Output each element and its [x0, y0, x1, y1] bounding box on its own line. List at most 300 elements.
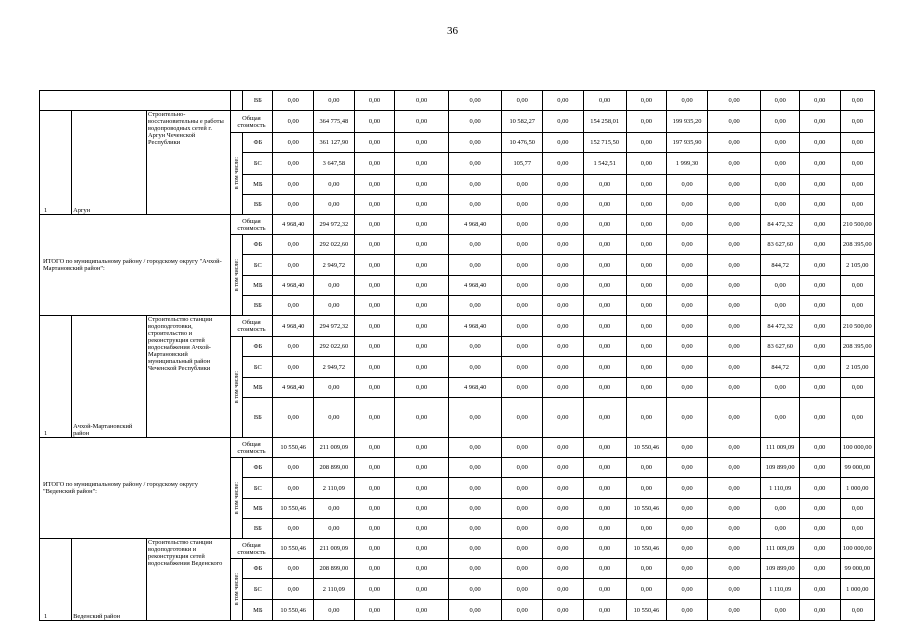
- value-cell: 0,00: [448, 255, 502, 276]
- value-cell: 0,00: [354, 539, 395, 559]
- value-cell: 0,00: [395, 357, 449, 378]
- value-cell: 361 127,90: [314, 133, 355, 153]
- value-cell: 0,00: [502, 600, 543, 621]
- value-cell: 0,00: [667, 337, 708, 357]
- value-cell: 4 968,40: [273, 215, 314, 235]
- budget-table: [39, 90, 875, 621]
- value-cell: 0,00: [667, 559, 708, 579]
- value-cell: 0,00: [395, 539, 449, 559]
- value-cell: 0,00: [273, 296, 314, 316]
- source-label: БС: [243, 153, 273, 175]
- value-cell: 0,00: [626, 133, 667, 153]
- value-cell: 0,00: [273, 175, 314, 195]
- value-cell: 0,00: [583, 255, 626, 276]
- value-cell: 0,00: [273, 579, 314, 600]
- value-cell: 0,00: [395, 458, 449, 478]
- value-cell: 0,00: [395, 133, 449, 153]
- value-cell: 0,00: [502, 579, 543, 600]
- value-cell: 0,00: [667, 438, 708, 458]
- value-cell: 3 647,58: [314, 153, 355, 175]
- including-text: в том числе:: [232, 258, 240, 292]
- value-cell: 0,00: [502, 215, 543, 235]
- value-cell: 100 000,00: [840, 438, 874, 458]
- table-row: [40, 539, 875, 559]
- value-cell: 0,00: [667, 255, 708, 276]
- value-cell: 0,00: [840, 398, 874, 438]
- value-cell: 0,00: [395, 499, 449, 519]
- value-cell: 0,00: [543, 519, 584, 539]
- value-cell: 0,00: [799, 499, 840, 519]
- value-cell: 0,00: [626, 153, 667, 175]
- value-cell: 0,00: [314, 378, 355, 398]
- value-cell: 0,00: [707, 378, 761, 398]
- value-cell: 0,00: [626, 235, 667, 255]
- value-cell: 0,00: [707, 255, 761, 276]
- value-cell: 0,00: [448, 600, 502, 621]
- value-cell: 0,00: [395, 91, 449, 111]
- value-cell: 2 105,00: [840, 255, 874, 276]
- value-cell: 0,00: [626, 458, 667, 478]
- value-cell: 0,00: [543, 235, 584, 255]
- value-cell: 4 968,40: [448, 316, 502, 337]
- value-cell: 0,00: [448, 235, 502, 255]
- value-cell: 0,00: [354, 215, 395, 235]
- value-cell: 0,00: [543, 316, 584, 337]
- value-cell: 0,00: [354, 91, 395, 111]
- value-cell: 0,00: [707, 195, 761, 215]
- value-cell: 10 550,46: [626, 600, 667, 621]
- source-label: МБ: [243, 499, 273, 519]
- value-cell: 0,00: [583, 337, 626, 357]
- value-cell: 0,00: [707, 579, 761, 600]
- value-cell: 0,00: [583, 357, 626, 378]
- value-cell: 0,00: [354, 499, 395, 519]
- including-text: в том числе:: [232, 370, 240, 404]
- value-cell: 0,00: [583, 600, 626, 621]
- value-cell: 0,00: [273, 357, 314, 378]
- value-cell: 1 110,09: [761, 579, 800, 600]
- value-cell: 0,00: [448, 398, 502, 438]
- value-cell: 99 000,00: [840, 458, 874, 478]
- value-cell: 0,00: [707, 559, 761, 579]
- value-cell: 0,00: [502, 276, 543, 296]
- value-cell: 0,00: [273, 133, 314, 153]
- including-label: [230, 458, 243, 539]
- value-cell: 0,00: [667, 296, 708, 316]
- value-cell: 0,00: [583, 276, 626, 296]
- value-cell: 0,00: [761, 153, 800, 175]
- value-cell: 0,00: [543, 337, 584, 357]
- value-cell: 292 022,60: [314, 235, 355, 255]
- value-cell: 0,00: [626, 378, 667, 398]
- value-cell: 0,00: [761, 91, 800, 111]
- value-cell: 294 972,32: [314, 316, 355, 337]
- source-label: МБ: [243, 276, 273, 296]
- value-cell: 0,00: [543, 91, 584, 111]
- row-number: 1: [40, 539, 72, 621]
- value-cell: 10 550,46: [626, 438, 667, 458]
- municipality-name: Ачхой-Мартановский район: [72, 316, 147, 438]
- value-cell: 0,00: [314, 519, 355, 539]
- value-cell: 0,00: [543, 175, 584, 195]
- value-cell: 0,00: [707, 133, 761, 153]
- value-cell: 0,00: [667, 91, 708, 111]
- value-cell: 0,00: [354, 519, 395, 539]
- value-cell: 0,00: [395, 337, 449, 357]
- value-cell: 0,00: [799, 337, 840, 357]
- value-cell: 0,00: [626, 316, 667, 337]
- value-cell: 0,00: [448, 559, 502, 579]
- value-cell: 0,00: [448, 357, 502, 378]
- value-cell: 0,00: [799, 600, 840, 621]
- value-cell: 4 968,40: [273, 276, 314, 296]
- value-cell: 0,00: [448, 337, 502, 357]
- value-cell: 0,00: [707, 316, 761, 337]
- value-cell: 0,00: [395, 235, 449, 255]
- including-text: в том числе:: [232, 481, 240, 515]
- value-cell: 0,00: [761, 111, 800, 133]
- total-cost-label: Общая стоимость: [230, 316, 273, 337]
- value-cell: 0,00: [395, 195, 449, 215]
- value-cell: 0,00: [354, 559, 395, 579]
- value-cell: 0,00: [395, 153, 449, 175]
- value-cell: 105,77: [502, 153, 543, 175]
- value-cell: 0,00: [543, 296, 584, 316]
- value-cell: 0,00: [799, 153, 840, 175]
- value-cell: 0,00: [799, 255, 840, 276]
- value-cell: 0,00: [502, 337, 543, 357]
- value-cell: 0,00: [761, 276, 800, 296]
- value-cell: 2 110,09: [314, 579, 355, 600]
- source-label: МБ: [243, 600, 273, 621]
- value-cell: 0,00: [667, 357, 708, 378]
- value-cell: 0,00: [761, 499, 800, 519]
- value-cell: 83 627,60: [761, 235, 800, 255]
- value-cell: 0,00: [667, 378, 708, 398]
- value-cell: 4 968,40: [448, 215, 502, 235]
- value-cell: 0,00: [626, 296, 667, 316]
- value-cell: 0,00: [840, 296, 874, 316]
- source-label: ВБ: [243, 195, 273, 215]
- value-cell: 364 775,48: [314, 111, 355, 133]
- including-label: [230, 559, 243, 621]
- value-cell: 4 968,40: [448, 276, 502, 296]
- value-cell: 1 999,30: [667, 153, 708, 175]
- value-cell: 0,00: [395, 438, 449, 458]
- source-label: ФБ: [243, 337, 273, 357]
- value-cell: 2 110,09: [314, 478, 355, 499]
- header-blank-cell: [40, 91, 231, 111]
- value-cell: 0,00: [840, 499, 874, 519]
- value-cell: 1 000,00: [840, 478, 874, 499]
- value-cell: 0,00: [273, 398, 314, 438]
- value-cell: 0,00: [761, 600, 800, 621]
- value-cell: 211 009,09: [314, 539, 355, 559]
- including-text: в том числе:: [232, 157, 240, 190]
- value-cell: 0,00: [314, 296, 355, 316]
- value-cell: 0,00: [667, 579, 708, 600]
- value-cell: 0,00: [667, 458, 708, 478]
- value-cell: 0,00: [354, 438, 395, 458]
- value-cell: 0,00: [543, 458, 584, 478]
- value-cell: 210 500,00: [840, 215, 874, 235]
- value-cell: 0,00: [799, 195, 840, 215]
- total-cost-label: Общая стоимость: [230, 438, 273, 458]
- value-cell: 0,00: [543, 357, 584, 378]
- value-cell: 0,00: [761, 519, 800, 539]
- value-cell: 0,00: [583, 519, 626, 539]
- value-cell: 0,00: [354, 478, 395, 499]
- value-cell: 208 899,00: [314, 559, 355, 579]
- value-cell: 0,00: [707, 539, 761, 559]
- source-label: ВБ: [243, 519, 273, 539]
- value-cell: 0,00: [448, 91, 502, 111]
- value-cell: 0,00: [667, 539, 708, 559]
- value-cell: 0,00: [626, 579, 667, 600]
- including-label: [230, 337, 243, 438]
- value-cell: 83 627,60: [761, 337, 800, 357]
- value-cell: 0,00: [354, 398, 395, 438]
- value-cell: 0,00: [448, 539, 502, 559]
- value-cell: 0,00: [354, 133, 395, 153]
- source-label: БС: [243, 478, 273, 499]
- value-cell: 0,00: [626, 398, 667, 438]
- value-cell: 0,00: [667, 478, 708, 499]
- value-cell: 0,00: [626, 519, 667, 539]
- value-cell: 0,00: [395, 579, 449, 600]
- value-cell: 0,00: [273, 91, 314, 111]
- value-cell: 0,00: [799, 91, 840, 111]
- value-cell: 0,00: [448, 438, 502, 458]
- value-cell: 0,00: [707, 337, 761, 357]
- value-cell: 0,00: [502, 316, 543, 337]
- value-cell: 0,00: [354, 316, 395, 337]
- value-cell: 10 550,46: [626, 539, 667, 559]
- value-cell: 0,00: [799, 296, 840, 316]
- value-cell: 0,00: [583, 91, 626, 111]
- value-cell: 0,00: [583, 559, 626, 579]
- value-cell: 210 500,00: [840, 316, 874, 337]
- value-cell: 10 550,46: [626, 499, 667, 519]
- value-cell: 0,00: [273, 519, 314, 539]
- value-cell: 10 550,46: [273, 539, 314, 559]
- value-cell: 0,00: [354, 153, 395, 175]
- value-cell: 0,00: [583, 499, 626, 519]
- value-cell: 0,00: [354, 458, 395, 478]
- source-label: ВБ: [243, 296, 273, 316]
- value-cell: 0,00: [395, 111, 449, 133]
- value-cell: 0,00: [354, 255, 395, 276]
- value-cell: 0,00: [543, 559, 584, 579]
- value-cell: 0,00: [395, 175, 449, 195]
- value-cell: 0,00: [395, 559, 449, 579]
- value-cell: 0,00: [448, 296, 502, 316]
- value-cell: 0,00: [840, 111, 874, 133]
- value-cell: 0,00: [273, 255, 314, 276]
- value-cell: 0,00: [583, 478, 626, 499]
- value-cell: 0,00: [799, 276, 840, 296]
- value-cell: 0,00: [626, 337, 667, 357]
- value-cell: 0,00: [626, 215, 667, 235]
- value-cell: 0,00: [799, 215, 840, 235]
- row-number: 1: [40, 111, 72, 215]
- value-cell: 0,00: [799, 539, 840, 559]
- value-cell: 0,00: [354, 276, 395, 296]
- total-cost-label: Общая стоимость: [230, 215, 273, 235]
- value-cell: 197 935,90: [667, 133, 708, 153]
- value-cell: 0,00: [707, 153, 761, 175]
- value-cell: 0,00: [395, 255, 449, 276]
- value-cell: 0,00: [799, 378, 840, 398]
- value-cell: 0,00: [314, 91, 355, 111]
- source-label: МБ: [243, 175, 273, 195]
- value-cell: 844,72: [761, 255, 800, 276]
- value-cell: 0,00: [626, 195, 667, 215]
- value-cell: 0,00: [448, 579, 502, 600]
- value-cell: 0,00: [799, 175, 840, 195]
- value-cell: 0,00: [502, 195, 543, 215]
- value-cell: 0,00: [583, 458, 626, 478]
- value-cell: 4 968,40: [273, 378, 314, 398]
- value-cell: 0,00: [448, 111, 502, 133]
- value-cell: 4 968,40: [448, 378, 502, 398]
- value-cell: 0,00: [543, 378, 584, 398]
- value-cell: 0,00: [395, 276, 449, 296]
- value-cell: 0,00: [626, 276, 667, 296]
- value-cell: 99 000,00: [840, 559, 874, 579]
- including-text: в том числе:: [232, 573, 240, 606]
- value-cell: 0,00: [707, 600, 761, 621]
- value-cell: 0,00: [273, 458, 314, 478]
- value-cell: 0,00: [583, 215, 626, 235]
- value-cell: 0,00: [395, 398, 449, 438]
- value-cell: 0,00: [448, 175, 502, 195]
- value-cell: 0,00: [799, 579, 840, 600]
- source-label: ФБ: [243, 458, 273, 478]
- value-cell: 0,00: [448, 478, 502, 499]
- value-cell: 211 009,09: [314, 438, 355, 458]
- value-cell: 10 582,27: [502, 111, 543, 133]
- including-label: [230, 133, 243, 215]
- value-cell: 0,00: [707, 215, 761, 235]
- value-cell: 0,00: [707, 499, 761, 519]
- value-cell: 0,00: [502, 519, 543, 539]
- value-cell: 111 009,09: [761, 438, 800, 458]
- source-label: БС: [243, 579, 273, 600]
- value-cell: 0,00: [840, 276, 874, 296]
- table-row: [40, 316, 875, 337]
- total-cost-label: Общая стоимость: [230, 539, 273, 559]
- value-cell: 0,00: [667, 398, 708, 438]
- total-label: ИТОГО по муниципальному району / городскому округу "Веденский район":: [40, 438, 231, 539]
- value-cell: 0,00: [448, 133, 502, 153]
- source-label: ФБ: [243, 559, 273, 579]
- value-cell: 0,00: [502, 296, 543, 316]
- table-row: [40, 438, 875, 458]
- value-cell: 0,00: [543, 153, 584, 175]
- value-cell: 0,00: [707, 458, 761, 478]
- value-cell: 84 472,32: [761, 316, 800, 337]
- value-cell: 0,00: [799, 316, 840, 337]
- project-name: Строительно-восстановительны е работы водопроводных сетей г. Аргун Чеченской Республики: [147, 111, 231, 215]
- value-cell: 0,00: [667, 195, 708, 215]
- value-cell: 0,00: [707, 398, 761, 438]
- value-cell: 0,00: [273, 111, 314, 133]
- value-cell: 1 110,09: [761, 478, 800, 499]
- total-label: ИТОГО по муниципальному району / городскому округу "Ачхой-Мартановский район":: [40, 215, 231, 316]
- value-cell: 10 550,46: [273, 438, 314, 458]
- total-cost-label: Общая стоимость: [230, 111, 273, 133]
- value-cell: 0,00: [502, 458, 543, 478]
- project-name: Строительство станции водоподготовки, строительство и реконструкция сетей водоснабжения Ачхой-Мартановский муниципальный район Чеченской Республики: [147, 316, 231, 438]
- value-cell: 0,00: [502, 478, 543, 499]
- value-cell: 0,00: [840, 133, 874, 153]
- value-cell: 152 715,50: [583, 133, 626, 153]
- value-cell: 0,00: [583, 296, 626, 316]
- value-cell: 0,00: [583, 539, 626, 559]
- source-label: ФБ: [243, 133, 273, 153]
- page-number: 36: [447, 25, 458, 37]
- value-cell: 10 550,46: [273, 499, 314, 519]
- value-cell: 0,00: [395, 478, 449, 499]
- value-cell: 0,00: [543, 579, 584, 600]
- value-cell: 0,00: [667, 600, 708, 621]
- value-cell: 0,00: [799, 235, 840, 255]
- value-cell: 0,00: [395, 316, 449, 337]
- value-cell: 0,00: [626, 111, 667, 133]
- value-cell: 0,00: [543, 600, 584, 621]
- municipality-name: Веденский район: [72, 539, 147, 621]
- value-cell: 0,00: [543, 195, 584, 215]
- value-cell: 0,00: [707, 296, 761, 316]
- value-cell: 1 542,51: [583, 153, 626, 175]
- value-cell: 0,00: [354, 175, 395, 195]
- value-cell: 0,00: [314, 499, 355, 519]
- value-cell: 0,00: [395, 378, 449, 398]
- value-cell: 0,00: [799, 438, 840, 458]
- value-cell: 0,00: [448, 499, 502, 519]
- value-cell: 0,00: [840, 600, 874, 621]
- value-cell: 0,00: [502, 378, 543, 398]
- value-cell: 0,00: [502, 255, 543, 276]
- value-cell: 0,00: [840, 195, 874, 215]
- value-cell: 0,00: [502, 175, 543, 195]
- table-row: [40, 215, 875, 235]
- value-cell: 0,00: [840, 153, 874, 175]
- value-cell: 111 009,09: [761, 539, 800, 559]
- value-cell: 0,00: [626, 91, 667, 111]
- value-cell: 0,00: [354, 600, 395, 621]
- value-cell: 0,00: [354, 337, 395, 357]
- source-label: БС: [243, 357, 273, 378]
- value-cell: 0,00: [761, 175, 800, 195]
- value-cell: 0,00: [314, 276, 355, 296]
- including-label: [230, 235, 243, 316]
- value-cell: 0,00: [354, 579, 395, 600]
- value-cell: 0,00: [840, 519, 874, 539]
- value-cell: 0,00: [583, 175, 626, 195]
- value-cell: 0,00: [543, 539, 584, 559]
- value-cell: 109 899,00: [761, 458, 800, 478]
- table-row: [40, 91, 875, 111]
- value-cell: 0,00: [354, 195, 395, 215]
- value-cell: 0,00: [799, 458, 840, 478]
- value-cell: 10 550,46: [273, 600, 314, 621]
- value-cell: 0,00: [502, 357, 543, 378]
- value-cell: 0,00: [273, 337, 314, 357]
- value-cell: 0,00: [707, 519, 761, 539]
- table-row: [40, 111, 875, 133]
